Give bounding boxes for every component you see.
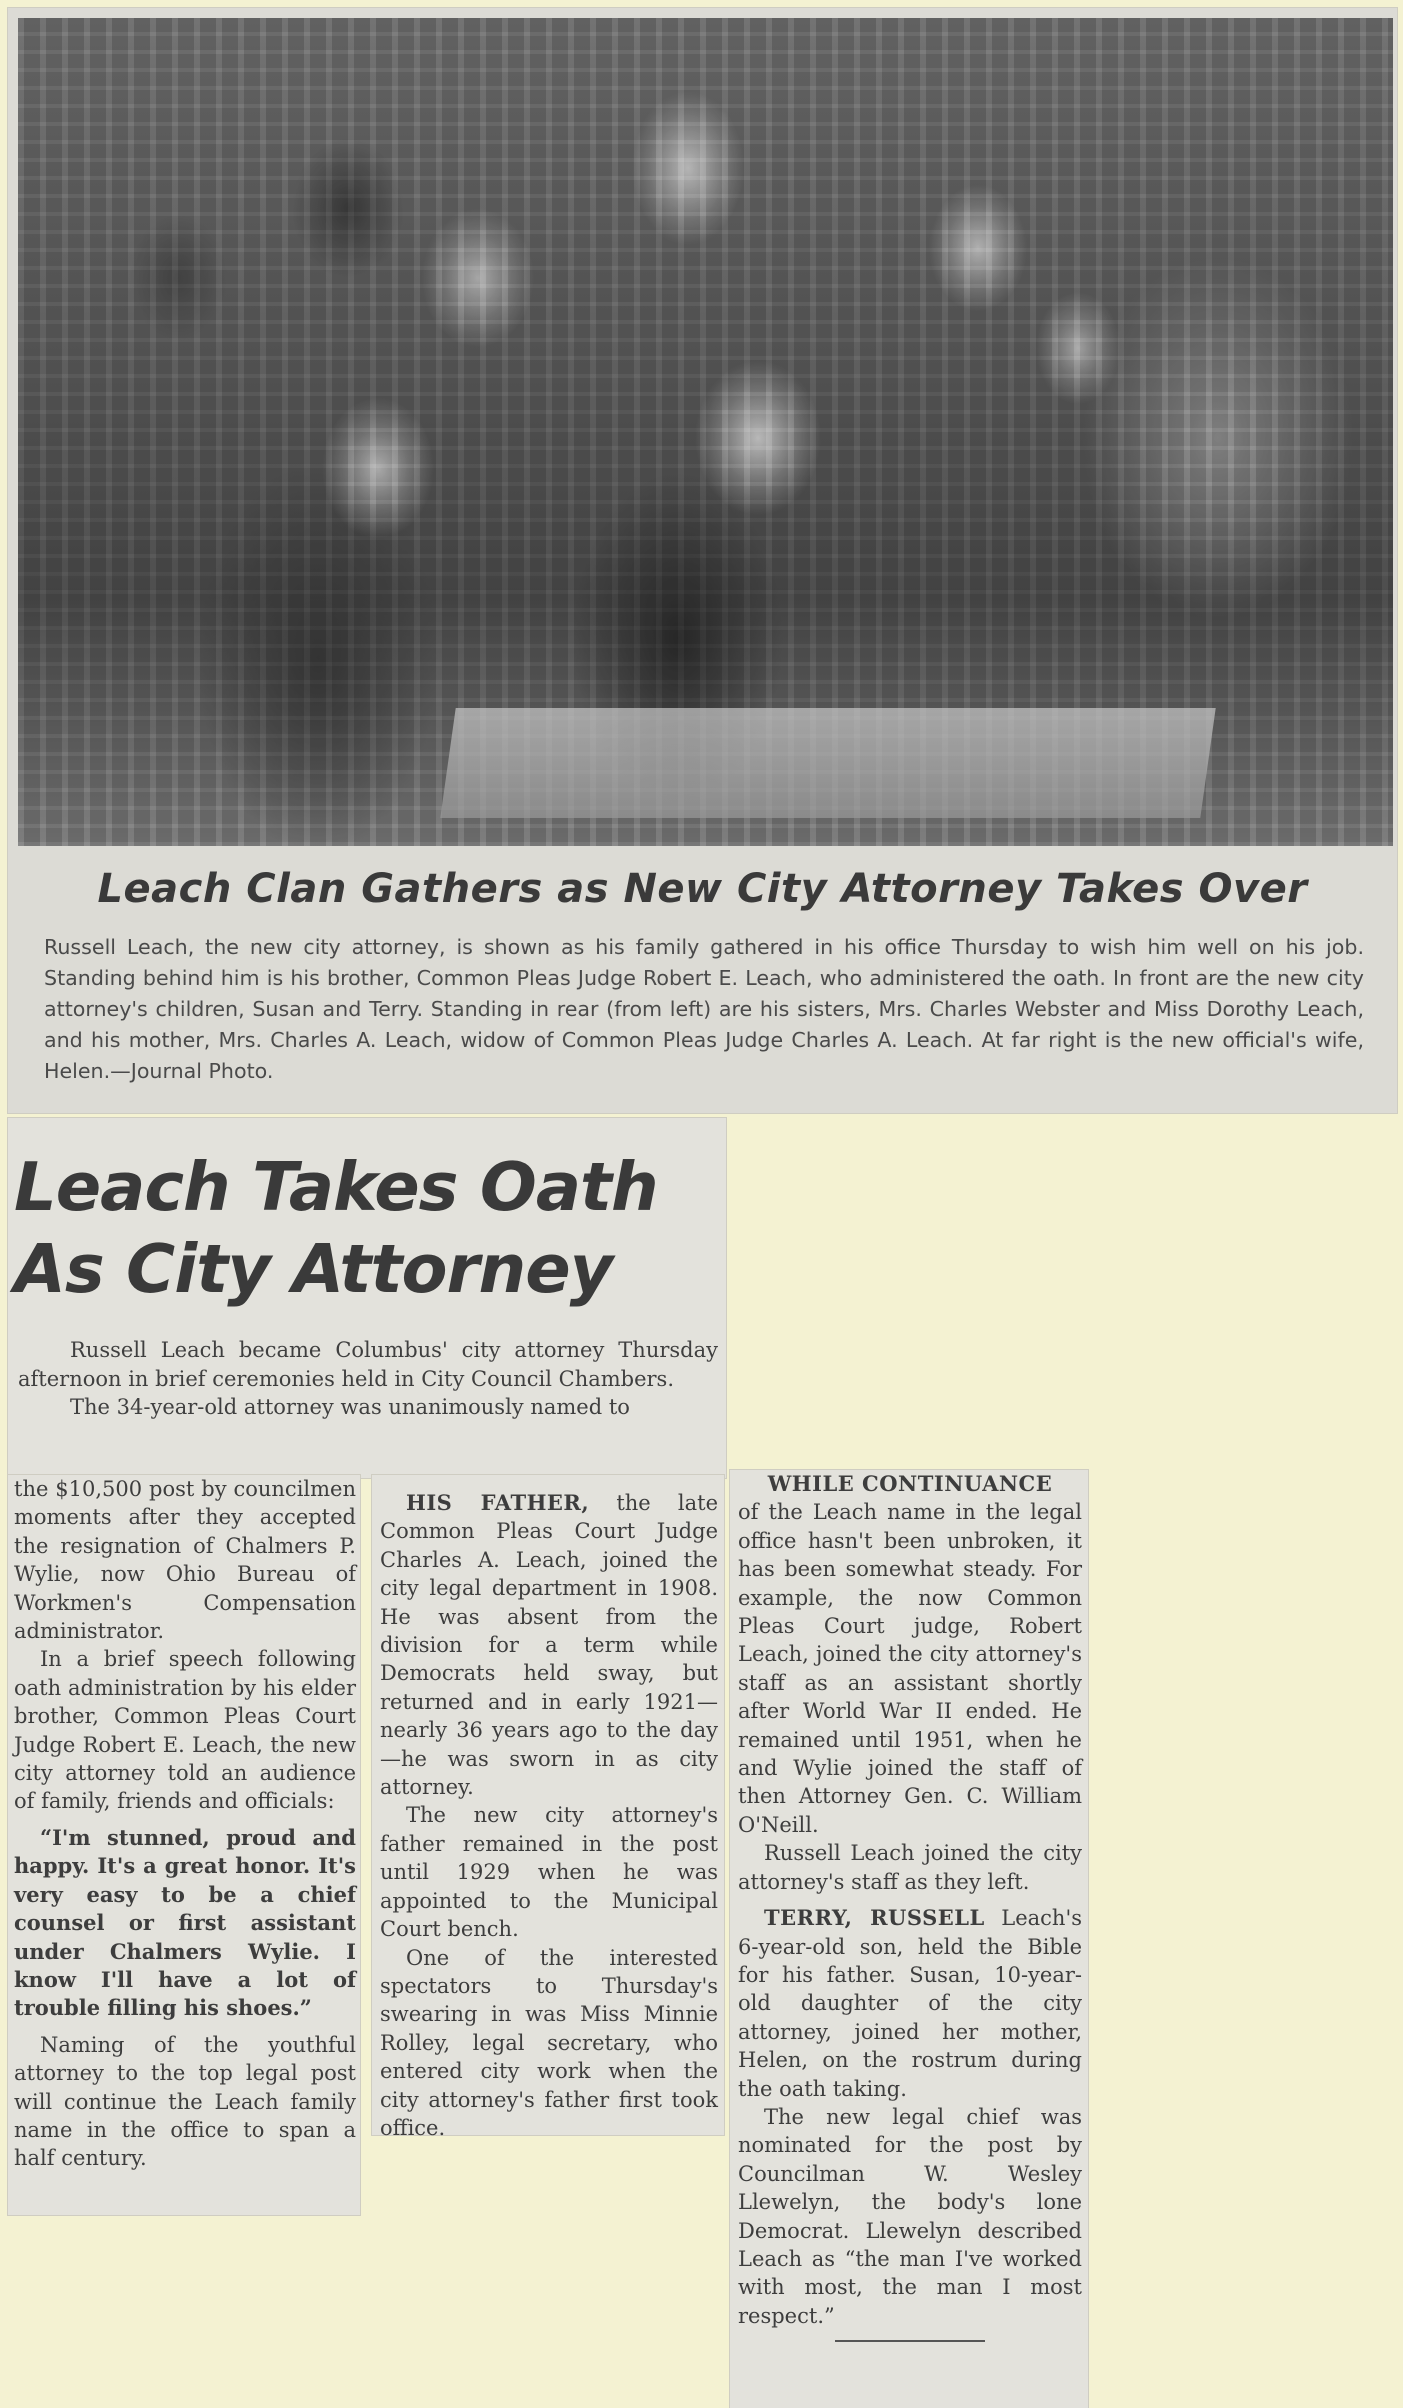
- family-photo: [18, 18, 1393, 846]
- subhead-terry-russell: TERRY, RUSSELL: [764, 1905, 985, 1931]
- article-column-3: [730, 1470, 1088, 2408]
- article-headline: [14, 1146, 714, 1310]
- article-column-2: [372, 1475, 724, 2140]
- column-paragraph: Russell Leach joined the city attorney's staff as they left.: [738, 1841, 1082, 1894]
- article-column-1: [8, 1475, 360, 2215]
- headline-line-1: Leach Takes Oath: [14, 1148, 658, 1226]
- column-paragraph: In a brief speech following oath administration by his elder brother, Common Pleas Court Judge Robert E. Leach, the new city attorney told an audience of family, friends and officials:: [14, 1647, 356, 1814]
- column-paragraph: the $10,500 post by councilmen moments after they accepted the resignation of Chalmers P. Wylie, now Ohio Bureau of Workmen's Compensation administrator.: [14, 1477, 356, 1644]
- column-paragraph: Leach's 6-year-old son, held the Bible for his father. Susan, 10-year-old daughter of the city attorney, joined her mother, Helen, on the rostrum during the oath taking.: [738, 1906, 1082, 2101]
- quote-paragraph: “I'm stunned, proud and happy. It's a great honor. It's very easy to be a chief counsel or first assistant under Chalmers Wylie. I know I'll have a lot of trouble filling his shoes.”: [14, 1824, 356, 2021]
- headline-clipping: [8, 1118, 726, 1478]
- headline-line-2: As City Attorney: [14, 1230, 613, 1308]
- end-rule: [835, 2340, 985, 2342]
- desk-shape: [440, 708, 1215, 818]
- subhead-while-continuance: WHILE CONTINUANCE: [767, 1471, 1053, 1496]
- column-paragraph: The new legal chief was nominated for the post by Councilman W. Wesley Llewelyn, the body's lone Democrat. Llewelyn described Leach as “the man I've worked with most, the man I most respect.”: [738, 2104, 1082, 2328]
- column-paragraph: the late Common Pleas Court Judge Charles A. Leach, joined the city legal department in 1908. He was absent from the division for a term while Democrats held sway, but returned and in early 1921—nearly 36 years ago to the day—he was sworn in as city attorney.: [380, 1491, 718, 1800]
- column-paragraph: of the Leach name in the legal office hasn't been unbroken, it has been somewhat steady. For example, the now Common Pleas Court judge, Robert Leach, joined the city attorney's staff as an assistant shortly after World War II ended. He remained until 1951, when he and Wylie joined the staff of then Attorney Gen. C. William O'Neill.: [738, 1500, 1082, 1837]
- lede-paragraph: Russell Leach became Columbus' city attorney Thursday afternoon in brief ceremonies held in City Council Chambers.: [18, 1338, 718, 1391]
- photo-caption-headline: Leach Clan Gathers as New City Attorney Takes Over: [97, 866, 1308, 912]
- photo-clipping: [8, 8, 1397, 1113]
- subhead-his-father: HIS FATHER,: [406, 1490, 590, 1515]
- column-paragraph: Naming of the youthful attorney to the top legal post will continue the Leach family name in the office to span a half century.: [14, 2032, 356, 2171]
- lede-paragraph: The 34-year-old attorney was unanimously named to: [70, 1395, 630, 1419]
- photo-caption-text: Russell Leach, the new city attorney, is shown as his family gathered in his office Thursday to wish him well on his job. Standing behind him is his brother, Common Pleas Judge Robert E. Leach, who administered the oath. In front are the new city attorney's children, Susan and Terry. Standing in rear (from left) are his sisters, Mrs. Charles Webster and Miss Dorothy Leach, and his mother, Mrs. Charles A. Leach, widow of Common Pleas Judge Charles A. Leach. At far right is the new official's wife, Helen.—Journal Photo.: [44, 935, 1364, 1083]
- article-lede: [18, 1336, 718, 1422]
- column-paragraph: The new city attorney's father remained in the post until 1929 when he was appointed to the Municipal Court bench.: [380, 1803, 718, 1942]
- column-paragraph: One of the interested spectators to Thursday's swearing in was Miss Minnie Rolley, legal secretary, who entered city work when the city attorney's father first took office.: [380, 1945, 718, 2140]
